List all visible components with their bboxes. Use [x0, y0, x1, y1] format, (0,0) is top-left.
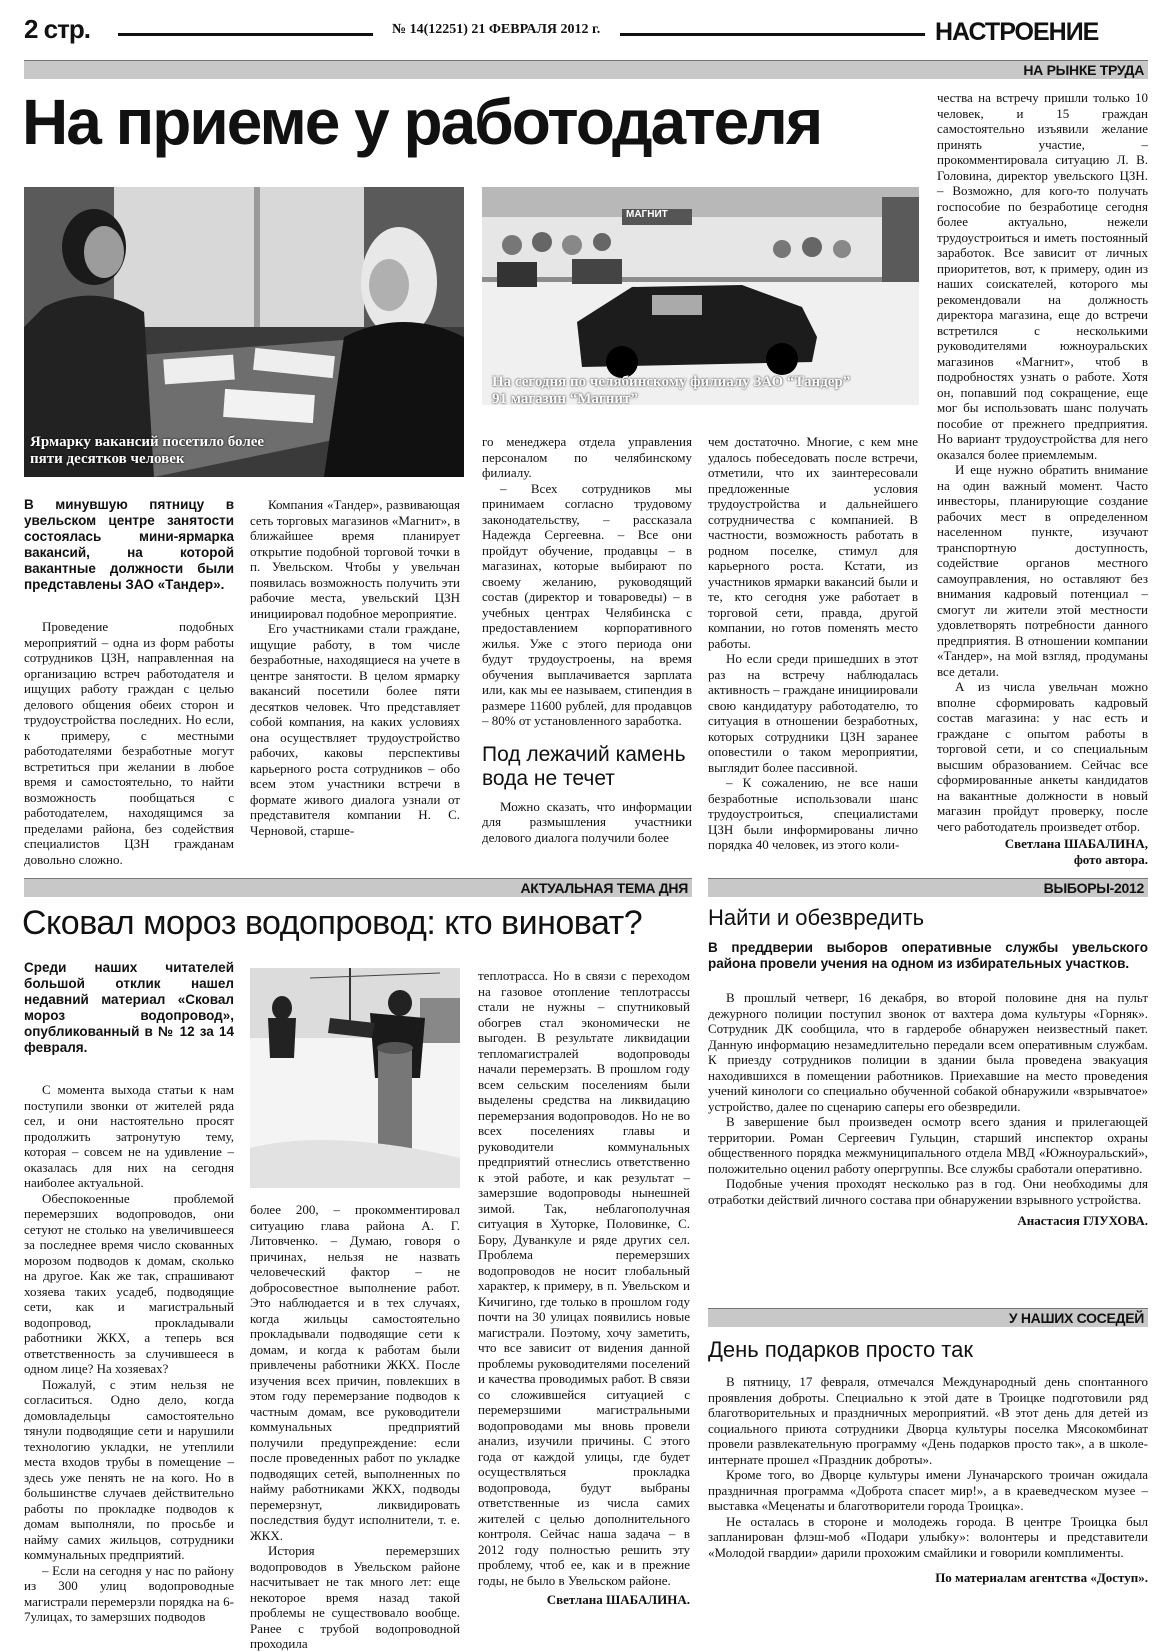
article1-paragraph: го менеджера отдела управления персоналом по челябинскому филиалу. — [482, 434, 692, 480]
rubric-elections — [708, 878, 1148, 897]
rubric-label: У НАШИХ СОСЕДЕЙ — [1008, 1310, 1144, 1326]
article1-subhead: Под лежачий камень вода не течет — [482, 742, 686, 790]
frozen-pipe-image — [250, 968, 460, 1188]
article1-paragraph: – Всех сотрудников мы принимаем согласно трудовому законодательству, – рассказала Надежда Сергеевна. – Все они пройдут обучение, продавцы – в магазинах, которые выбирают по своему желанию, руководящий состав (директор и товароведы) – в учебных центрах Челябинска с предоставлением корпоративного жилья. Уже с этого периода они будут трудоустроены, на время обучения выплачивается зарплата или, как мы ее называем, стипендия в размере 11600 рублей, для продавцов – 80% от установленного заработка. — [482, 480, 692, 728]
article2-column-1 — [24, 960, 234, 1625]
section-title: НАСТРОЕНИЕ — [935, 18, 1099, 46]
article1-paragraph: Проведение подобных мероприятий – одна из форм работы сотрудников ЦЗН, направленная на организацию встреч работодателя и ищущих работу граждан с целью делового общения обеих сторон и трудоустройства последних. Но если, к примеру, с местными работодателями безработные могут встретиться при желании в любое время и самостоятельно, то найти возможность пообщаться с работодателем, находящимся за пределами района, без содействия специалистов ЦЗН гражданам довольно сложно. — [24, 619, 234, 867]
article3-body — [708, 940, 1148, 1229]
article2-paragraph: История перемерзших водопроводов в Увельском районе насчитывает не так много лет: еще некоторое время назад такой проблемы не существовало вообще. Ранее с трубой водопроводной проходила — [250, 1543, 460, 1651]
article2-paragraph: – Если на сегодня у нас по району из 300 улиц водопроводные магистрали перемерзли порядка на 6-7улицах, то замерзших подводов — [24, 1562, 234, 1624]
article3-author: Анастасия ГЛУХОВА. — [1017, 1213, 1148, 1228]
rubric-label: НА РЫНКЕ ТРУДА — [1023, 62, 1144, 78]
article1-paragraph: Компания «Тандер», развивающая сеть торговых магазинов «Магнит», в ближайшее время планирует открытие подобной торговой точки в п. Увельском. Чтобы у увельчан появилась возможность получить эти рабочие места, увельский ЦЗН инициировал подобное мероприятие. — [250, 497, 460, 621]
article3-title: Найти и обезвредить — [708, 905, 925, 930]
article1-paragraph: Его участниками стали граждане, ищущие работу, в том числе безработные, находящиеся на учете в центре занятости. В целом ярмарку вакансий посетили более пяти десятков человек. Что представляет собой компания, на каких условиях она осуществляет трудоустройство рабочих, каковы перспективы карьерного роста сотрудников – обо всем этом участники встречи в формате живого диалога узнали от представителя компании Н. С. Черновой, старше- — [250, 621, 460, 838]
article4-title: День подарков просто так — [708, 1337, 973, 1362]
article1-title: На приеме у работодателя — [22, 86, 822, 158]
article3-paragraph: В завершение был произведен осмотр всего здания и прилегающей территории. Роман Сергеевич Гульцин, старший инспектор охраны общественного порядка межмуниципального отдела МВД «Южноуральский», положительно оценил работу опергруппы. Все службы сработали оперативно. — [708, 1114, 1148, 1176]
rubric-label: ВЫБОРЫ-2012 — [1043, 880, 1144, 896]
article3-paragraph: Подобные учения проходят несколько раз в год. Они необходимы для отработки действий личного состава при обнаружении взрывного устройства. — [708, 1176, 1148, 1207]
article3-paragraph: В прошлый четверг, 16 декабря, во второй половине дня на пульт дежурного полиции поступил звонок от вахтера дома культуры «Горняк». Сотрудник ДК сообщила, что в гардеробе обнаружен неизвестный пакет. Данную информацию незамедлительно передали всем оперативным службам. К приезду сотрудников полиции в здании была проведена эвакуация находившихся в помещении работников. Приехавшие на место проведения учений кинологи со специально обученной собакой обнаружили «взрывчатое» устройство, далее по сценарию саперы его обезвредили. — [708, 990, 1148, 1114]
article1-paragraph: И еще нужно обратить внимание на один важный момент. Часто инвесторы, планирующие создание рабочих мест в определенном населенном пункте, изучают транспортную доступность, содействие органов местного самоуправления, но оставляют без внимания кадровый потенциал – смогут ли жители этой местности удовлетворять потребности данного предприятия. В отношении компании «Тандер», на мой взгляд, продуманы все детали. — [937, 462, 1148, 679]
article2-column-2 — [250, 1202, 460, 1652]
article1-paragraph: – К сожалению, не все наши безработные использовали шанс трудоустроиться, специалистами ЦЗН были информированы лично порядка 40 человек, из этого коли- — [708, 775, 918, 852]
photo-job-fair-caption: Ярмарку вакансий посетило более пяти десятков человек — [30, 434, 265, 467]
header-rule-right — [620, 33, 925, 36]
issue-date: № 14(12251) 21 ФЕВРАЛЯ 2012 г. — [392, 22, 601, 37]
article4-paragraph: В пятницу, 17 февраля, отмечался Международный день спонтанного проявления доброты. Специально к этой дате в Троицке подготовили ряд благотворительных и праздничных мероприятий. «В этот день для детей из социального приюта сотрудники Дворца культуры поселка Мясокомбинат провели развлекательную программу «День подарков просто так», а в школе-интернате прошел «Праздник доброты». — [708, 1374, 1148, 1467]
photo-frozen-pipe — [250, 968, 460, 1188]
article1-column-2 — [250, 497, 460, 838]
rubric-job-market — [24, 60, 1148, 79]
article2-author: Светлана ШАБАЛИНА. — [546, 1592, 690, 1607]
article1-paragraph: Можно сказать, что информации для размышления участники делового диалога получили более — [482, 798, 692, 845]
rubric-label: АКТУАЛЬНАЯ ТЕМА ДНЯ — [520, 880, 688, 896]
article1-paragraph: чем достаточно. Многие, с кем мне удалось побеседовать после встречи, отметили, что их заинтересовали предложенные условия трудоустройства и дальнейшего сотрудничества с компанией. В частности, возможность работать в родном поселке, стимул для карьерного роста. Кстати, из участников ярмарки вакансий были и те, кто сегодня уже работает в торговой сети, правда, другой компании, но готов поменять место работы. — [708, 434, 918, 651]
rubric-topic-of-day — [24, 878, 692, 897]
article1-column-4 — [708, 434, 918, 853]
page-number: 2 стр. — [24, 14, 90, 44]
article2-paragraph: С момента выхода статьи к нам поступили звонки от жителей ряда сел, и они настоятельно просят продолжить затронутую тему, которая – совсем не на удивление – оказалась для них на сегодня наиболее актуальной. — [24, 1082, 234, 1190]
article1-column-1 — [24, 497, 234, 867]
article2-paragraph: теплотрасса. Но в связи с переходом на газовое отопление теплотрассы стали не нужны – спутниковый обогрев стал экономически не выгоден. В результате ликвидации тепломагистралей водопроводы начали перемерзать. В прошлом году всем сельским поселениям были выделены средства на ликвидацию перемерзания водопроводов. Но не во всех поселениях главы и руководители коммунальных предприятий отнеслись ответственно к этой работе, и как результат – замерзшие водопроводы нынешней зимой. Так, неблагополучная ситуация в Хуторке, Половинке, С. Бору, Дуванкуле и ряде других сел. Проблема перемерзших водопроводов не носит глобальный характер, к примеру, в п. Увельском и Кичигино, где только в прошлом году почти на 30 улицах появились новые магистрали. Поэтому, хочу заметить, что все зависит от видения данной проблемы руководителями поселений и качества проводимых работ. В связи со сложившейся ситуацией с перемерзшими магистральными водопроводами мы вновь провели анализ, изучили причины. С этого года от каждой улицы, где будет осуществляться прокладка водопровода, будут выбраны ответственные из числа самих жителей с целью дополнительного контроля. Сейчас наша задача – в 2012 году полностью решить эту проблему, чтоб ее, как и в прежние годы, не было в Увельском районе. — [478, 968, 690, 1588]
article1-column-5 — [937, 90, 1148, 867]
article4-paragraph: Не осталась в стороне и молодежь города. В центре Троицка был запланирован флэш-моб «Подари улыбку»: волонтеры и представители «Молодой гвардии» дарили прохожим смайлики и говорили комплименты. — [708, 1513, 1148, 1560]
header-rule-left — [118, 33, 373, 36]
article1-lead: В минувшую пятницу в увельском центре занятости состоялась мини-ярмарка вакансий, на которой вакантные должности были представлены ЗАО «Тандер». — [24, 497, 234, 592]
article2-paragraph: более 200, – прокомментировал ситуацию глава района А. Г. Литовченко. – Думаю, говоря о причинах, нельзя не назвать человеческий фактор – не добросовестное выполнение работ. Это наблюдается и в тех случаях, когда жильцы самостоятельно прокладывали подводящие сети к домам, и когда к работам были привлечены работники ЖКХ. После изучения всех причин, повлекших в этом году перемерзание подводов к частным домам, все руководители коммунальных предприятий получили предупреждение: если после проведенных работ по укладке подводящих сетей, выполненных по найму работниками ЖКХ, подводы перемерзнут, ликвидировать последствия будут исполнители, т. е. ЖКХ. — [250, 1202, 460, 1543]
article1-author: Светлана ШАБАЛИНА, — [1004, 836, 1148, 851]
article4-paragraph: Кроме того, во Дворце культуры имени Луначарского троичан ожидала праздничная программа «Доброта спасет мир!», а в краеведческом музее – выставка «Меценаты и благотворители города Троицка». — [708, 1467, 1148, 1513]
article2-paragraph: Пожалуй, с этим нельзя не согласиться. Одно дело, когда домовладельцы самостоятельно тянули подводящие сети и нарушили технологию укладки, не утеплили места входов трубы в помещение – здесь уже пенять не на кого. Но в большинстве случаев действительно работы по прокладке подводов к домам выполняли, по просьбе и найму самих жильцов, сотрудники коммунальных предприятий. — [24, 1376, 234, 1562]
article3-lead: В преддверии выборов оперативные службы увельского района провели учения на одном из избирательных участков. — [708, 940, 1148, 971]
store-sign: МАГНИТ — [626, 209, 668, 220]
store-image — [482, 187, 919, 405]
article1-paragraph: чества на встречу пришли только 10 человек, и 15 граждан самостоятельно изъявили желание принять участие, – прокомментировала ситуацию Л. В. Головина, директор увельского ЦЗН. – Возможно, для кого-то получать госпособие по безработице сегодня более актуально, нежели трудоустроиться и иметь постоянный заработок. Все зависит от личных приоритетов, вот, к примеру, один из наших соискателей, которого мы рекомендовали на должность директора магазина, еще до встречи встретился с несколькими руководителями южноуральских магазинов «Магнит», чтоб в подробностях узнать о работе. Хотя он, попавший под сокращение, еще мог бы использовать шанс получать пособие от прежнего предприятия. Но вариант трудоустройства для него оказался более приемлемым. — [937, 90, 1148, 462]
article1-column-3 — [482, 434, 692, 845]
article2-title: Сковал мороз водопровод: кто виноват? — [22, 904, 643, 942]
photo-magnit-store — [482, 187, 919, 405]
article2-paragraph: Обеспокоенные проблемой перемерзших водопроводов, они сетуют не столько на увеличившееся за последнее время число скованных морозом подводов к домам, сколько на другое. Как же так, спрашивают хозяева таких усадеб, подводящие сети, как и магистральный водопровод, прокладывали работники ЖКХ, а теперь вся ответственность за случившееся в одном лице? На хозяевах? — [24, 1190, 234, 1376]
article2-column-3 — [478, 968, 690, 1608]
photo-store-caption: На сегодня по челябинскому филиалу ЗАО “Тандер” 91 магазин “Магнит” — [492, 374, 851, 407]
rubric-neighbors — [708, 1308, 1148, 1327]
article4-body — [708, 1374, 1148, 1586]
article1-photo-credit: фото автора. — [1073, 851, 1148, 867]
article1-paragraph: А из числа увельчан можно вполне сформировать кадровый состав магазина: у нас есть и граждане с опытом работы в торговой сети, и со специальным высшим образованием. Сейчас все сформированные анкеты кандидатов на вакантные должности в новый магазин пройдут проверку, после чего работодатель произведет отбор. — [937, 679, 1148, 834]
article4-source: По материалам агентства «Доступ». — [935, 1570, 1148, 1585]
article2-lead: Среди наших читателей большой отклик нашел недавний материал «Сковал мороз водопровод», опубликованный в № 12 за 14 февраля. — [24, 960, 234, 1055]
article1-paragraph: Но если среди пришедших в этот раз на встречу наблюдалась активность – граждане инициировали свою кандидатуру работодателю, то ситуация в отношении безработных, которых сотрудники ЦЗН заранее оповестили о таком мероприятии, выглядит более пассивной. — [708, 651, 918, 775]
